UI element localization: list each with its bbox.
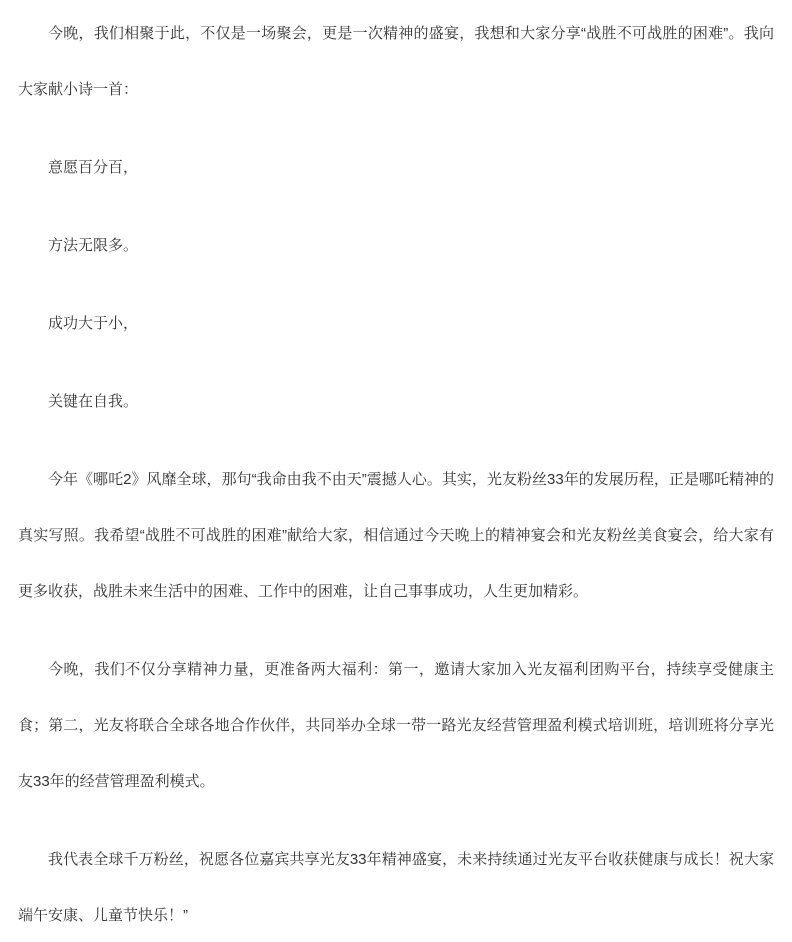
article-body <box>18 6 774 942</box>
paragraph-closing-wishes: 我代表全球千万粉丝，祝愿各位嘉宾共享光友33年精神盛宴，未来持续通过光友平台收获健康与成长！祝大家端午安康、儿童节快乐！” <box>18 851 774 924</box>
poem-line-2: 方法无限多。 <box>48 237 139 254</box>
paragraph-two-benefits: 今晚，我们不仅分享精神力量，更准备两大福利：第一，邀请大家加入光友福利团购平台，持续享受健康主食；第二，光友将联合全球各地合作伙伴，共同举办全球一带一路光友经营管理盈利模式培训班，培训班将分享光友33年的经营管理盈利模式。 <box>18 661 774 790</box>
poem-line-1: 意愿百分百， <box>48 159 139 176</box>
paragraph-nezha-spirit: 今年《哪吒2》风靡全球，那句“我命由我不由天”震撼人心。其实，光友粉丝33年的发展历程，正是哪吒精神的真实写照。我希望“战胜不可战胜的困难”献给大家，相信通过今天晚上的精神宴会和光友粉丝美食宴会，给大家有更多收获，战胜未来生活中的困难、工作中的困难，让自己事事成功，人生更加精彩。 <box>18 471 774 600</box>
paragraph-intro: 今晚，我们相聚于此，不仅是一场聚会，更是一次精神的盛宴，我想和大家分享“战胜不可战胜的困难”。我向大家献小诗一首： <box>18 25 774 98</box>
poem-line-4: 关键在自我。 <box>48 393 139 410</box>
poem-line-3: 成功大于小， <box>48 315 139 332</box>
